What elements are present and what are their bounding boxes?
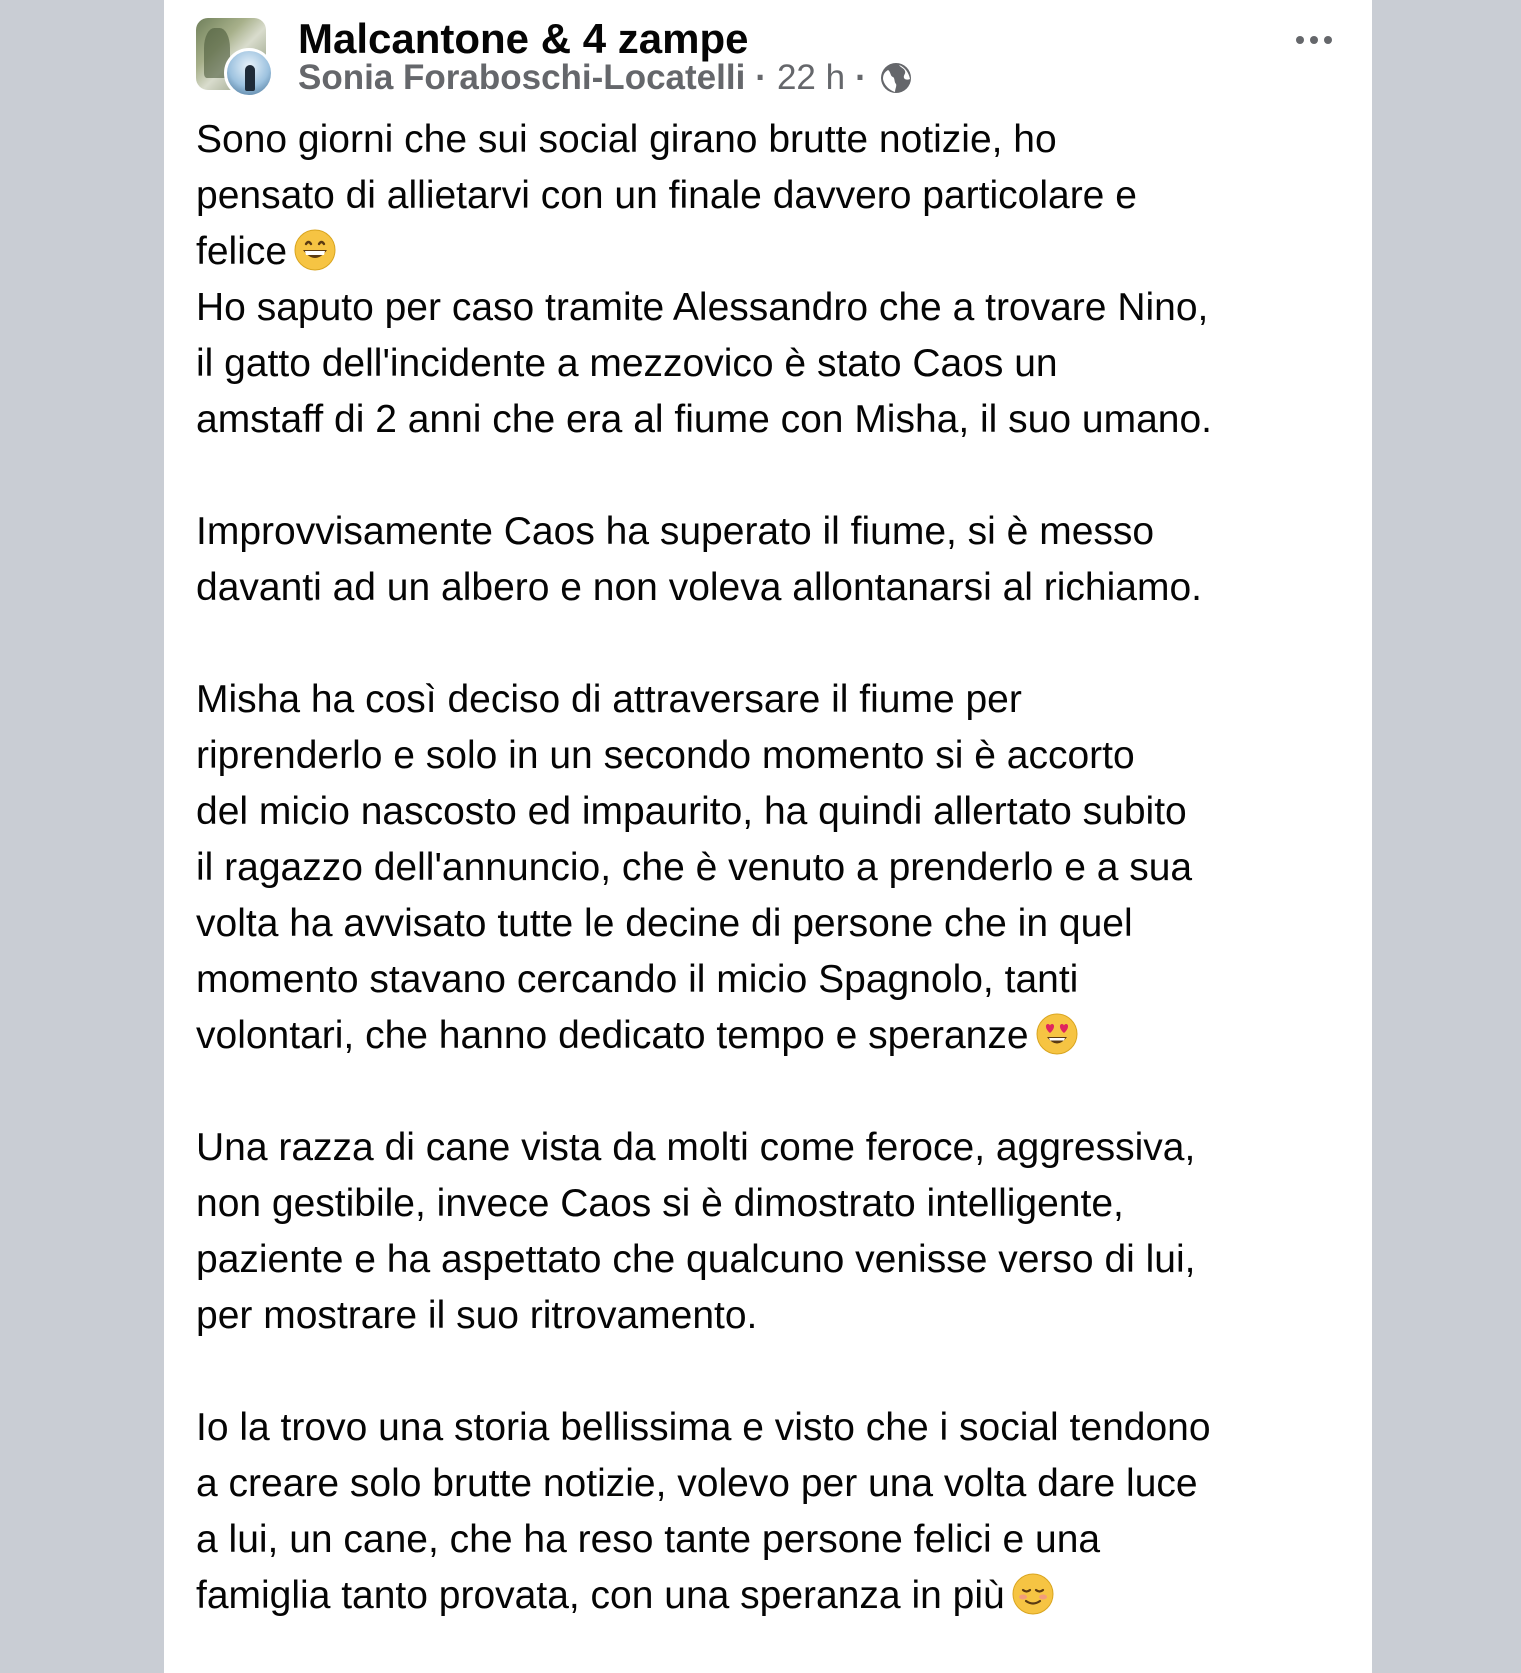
post-text-line: volta ha avvisato tutte le decine di persone che in quel xyxy=(196,902,1133,945)
heart-eyes-icon xyxy=(1035,1012,1079,1056)
post-text-line: Sono giorni che sui social girano brutte notizie, ho xyxy=(196,118,1057,161)
more-horizontal-icon xyxy=(1294,35,1334,45)
author-avatar[interactable] xyxy=(224,48,274,98)
post-text-line: Io la trovo una storia bellissima e visto che i social tendono xyxy=(196,1406,1211,1449)
post-paragraph xyxy=(196,504,1346,616)
post-text-line: davanti ad un albero e non voleva allontanarsi al richiamo. xyxy=(196,566,1202,609)
post-text-line: pensato di allietarvi con un finale davvero particolare e xyxy=(196,174,1137,217)
post-text-line: del micio nascosto ed impaurito, ha quindi allertato subito xyxy=(196,790,1187,833)
post-timestamp[interactable]: 22 h xyxy=(776,58,846,97)
post-paragraph xyxy=(196,672,1346,1064)
post-text-line: non gestibile, invece Caos si è dimostrato intelligente, xyxy=(196,1182,1124,1225)
post-text-line: paziente e ha aspettato che qualcuno venisse verso di lui, xyxy=(196,1238,1196,1281)
post-paragraph xyxy=(196,112,1346,448)
post-text-line: amstaff di 2 anni che era al fiume con Misha, il suo umano. xyxy=(196,398,1212,441)
post-text-line: il gatto dell'incidente a mezzovico è stato Caos un xyxy=(196,342,1058,385)
post-text-line: a lui, un cane, che ha reso tante persone felici e una xyxy=(196,1518,1101,1561)
post-card xyxy=(164,0,1372,1673)
post-paragraph xyxy=(196,1120,1346,1344)
post-text-line: per mostrare il suo ritrovamento. xyxy=(196,1294,758,1337)
globe-icon xyxy=(879,61,913,95)
post-text-line: momento stavano cercando il micio Spagnolo, tanti xyxy=(196,958,1079,1001)
post-paragraph xyxy=(196,1400,1346,1624)
author-name-link[interactable]: Sonia Foraboschi-Locatelli xyxy=(298,58,746,97)
post-text-line: volontari, che hanno dedicato tempo e speranze xyxy=(196,1008,1346,1064)
post-body xyxy=(196,112,1346,1624)
group-avatar[interactable] xyxy=(196,18,276,98)
post-text-line: Misha ha così deciso di attraversare il fiume per xyxy=(196,678,1022,721)
meta-separator: · xyxy=(755,58,767,97)
post-text-line: Una razza di cane vista da molti come feroce, aggressiva, xyxy=(196,1126,1196,1169)
post-text-line: a creare solo brutte notizie, volevo per una volta dare luce xyxy=(196,1462,1198,1505)
group-name-link[interactable]: Malcantone & 4 zampe xyxy=(298,15,749,62)
post-text-line: il ragazzo dell'annuncio, che è venuto a prenderlo e a sua xyxy=(196,846,1193,889)
grinning-face-icon xyxy=(293,228,337,272)
meta-separator: · xyxy=(855,58,867,97)
smiling-blushing-face-icon xyxy=(1011,1572,1055,1616)
more-options-button[interactable] xyxy=(1292,22,1336,58)
post-text-line: Improvvisamente Caos ha superato il fiume, si è messo xyxy=(196,510,1155,553)
post-meta xyxy=(298,56,913,100)
post-text-line: riprenderlo e solo in un secondo momento si è accorto xyxy=(196,734,1135,777)
post-text-line: famiglia tanto provata, con una speranza in più xyxy=(196,1568,1346,1624)
post-text-line: Ho saputo per caso tramite Alessandro che a trovare Nino, xyxy=(196,286,1209,329)
post-text-line: felice xyxy=(196,224,1346,280)
